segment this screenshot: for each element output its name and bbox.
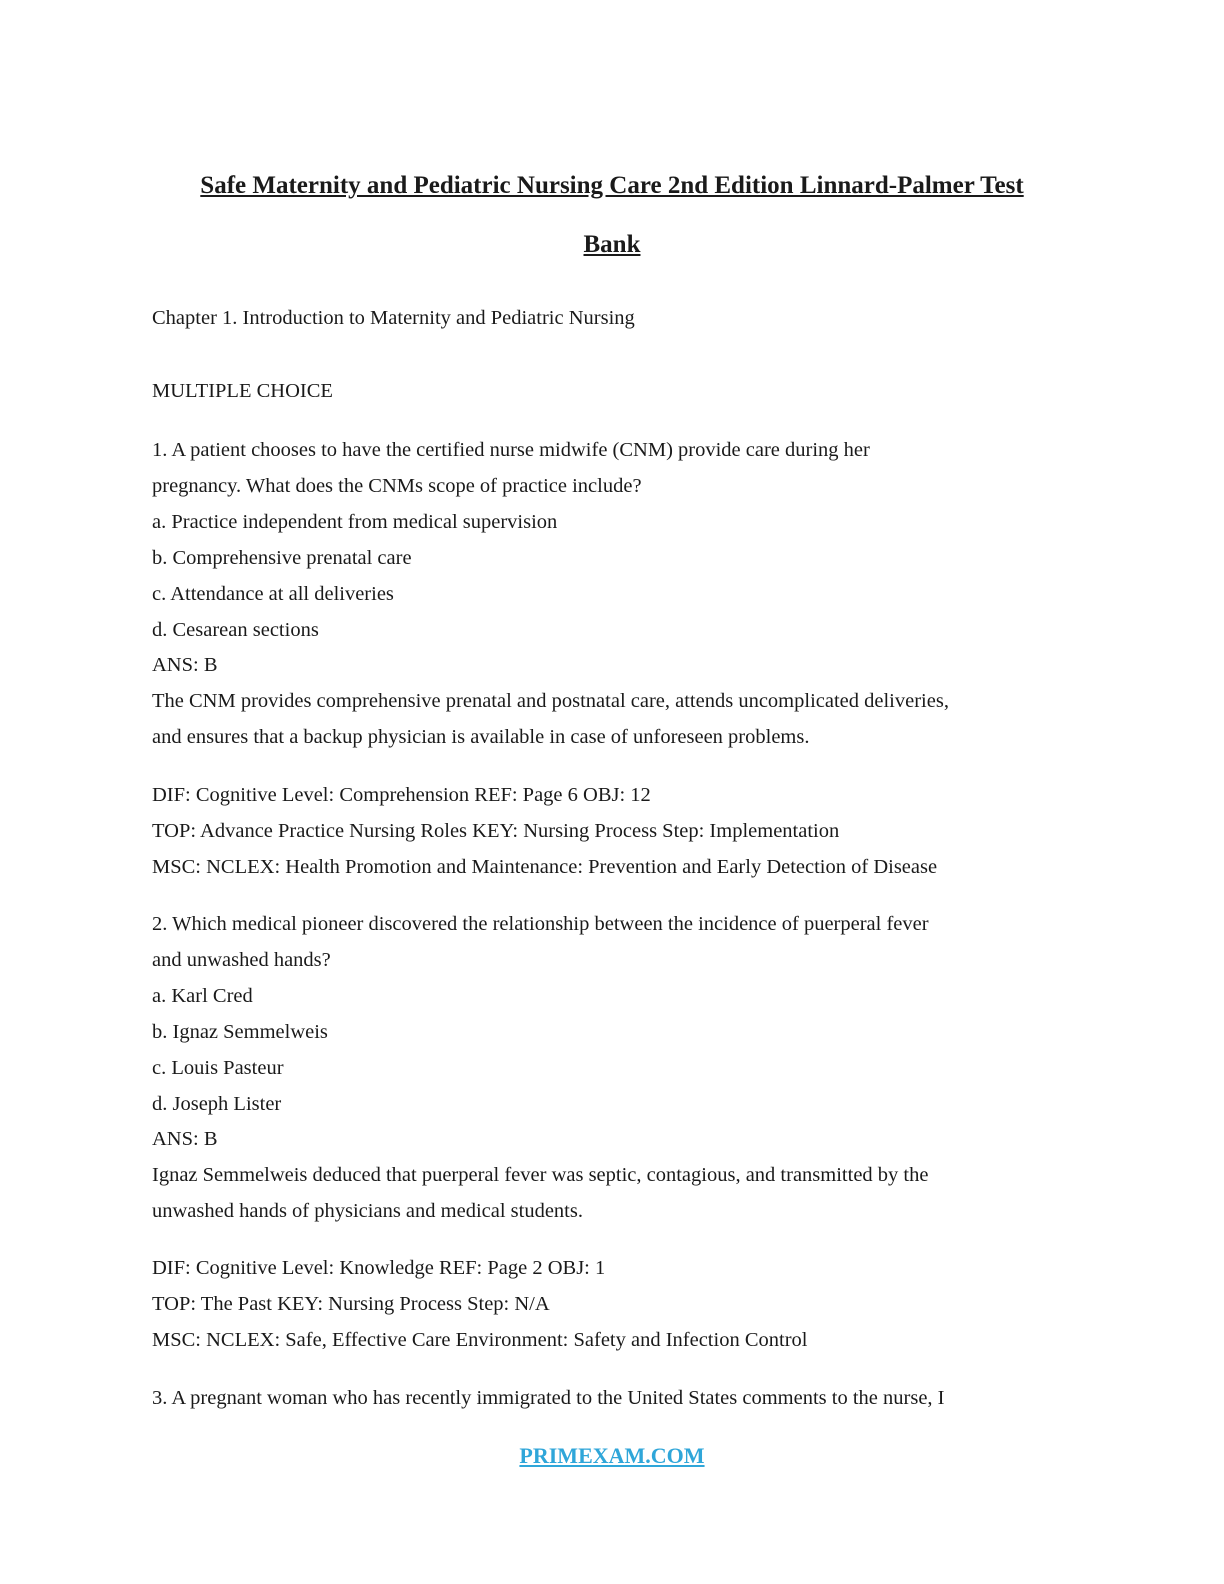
question-2-top: TOP: The Past KEY: Nursing Process Step: N/A [152,1293,550,1315]
question-3-stem-line-1: 3. A pregnant woman who has recently immigrated to the United States comments to the nurse, I [152,1387,945,1409]
document-title-line-2: Bank [583,231,641,258]
question-1-option-c: c. Attendance at all deliveries [152,583,394,605]
question-1-option-b: b. Comprehensive prenatal care [152,547,412,569]
question-1-stem-line-1: 1. A patient chooses to have the certified nurse midwife (CNM) provide care during her [152,439,870,461]
question-1-rationale-line-1: The CNM provides comprehensive prenatal and postnatal care, attends uncomplicated deliveries, [152,690,949,712]
question-1-dif: DIF: Cognitive Level: Comprehension REF: Page 6 OBJ: 12 [152,784,651,806]
footer-site-link[interactable]: PRIMEXAM.COM [519,1443,705,1468]
question-2-stem-line-1: 2. Which medical pioneer discovered the relationship between the incidence of puerperal fever [152,913,929,935]
question-1-rationale-line-2: and ensures that a backup physician is available in case of unforeseen problems. [152,726,810,748]
question-1-msc: MSC: NCLEX: Health Promotion and Maintenance: Prevention and Early Detection of Disease [152,856,938,878]
question-1-top: TOP: Advance Practice Nursing Roles KEY: Nursing Process Step: Implementation [152,820,840,842]
question-2-msc: MSC: NCLEX: Safe, Effective Care Environment: Safety and Infection Control [152,1329,808,1351]
question-1-option-d: d. Cesarean sections [152,619,319,641]
document-title-line-1: Safe Maternity and Pediatric Nursing Care 2nd Edition Linnard-Palmer Test [200,172,1024,199]
question-2-rationale-line-1: Ignaz Semmelweis deduced that puerperal fever was septic, contagious, and transmitted by the [152,1164,929,1186]
question-2-option-c: c. Louis Pasteur [152,1057,284,1079]
question-2-rationale-line-2: unwashed hands of physicians and medical students. [152,1200,583,1222]
question-2-option-a: a. Karl Cred [152,985,253,1007]
chapter-heading: Chapter 1. Introduction to Maternity and Pediatric Nursing [152,307,635,329]
question-2-answer: ANS: B [152,1128,218,1150]
question-2-stem-line-2: and unwashed hands? [152,949,331,971]
question-1-stem-line-2: pregnancy. What does the CNMs scope of practice include? [152,475,642,497]
question-2-option-d: d. Joseph Lister [152,1093,282,1115]
section-heading: MULTIPLE CHOICE [152,380,333,402]
question-2-dif: DIF: Cognitive Level: Knowledge REF: Page 2 OBJ: 1 [152,1257,606,1279]
question-2-option-b: b. Ignaz Semmelweis [152,1021,328,1043]
question-1-answer: ANS: B [152,654,218,676]
question-1-option-a: a. Practice independent from medical supervision [152,511,558,533]
